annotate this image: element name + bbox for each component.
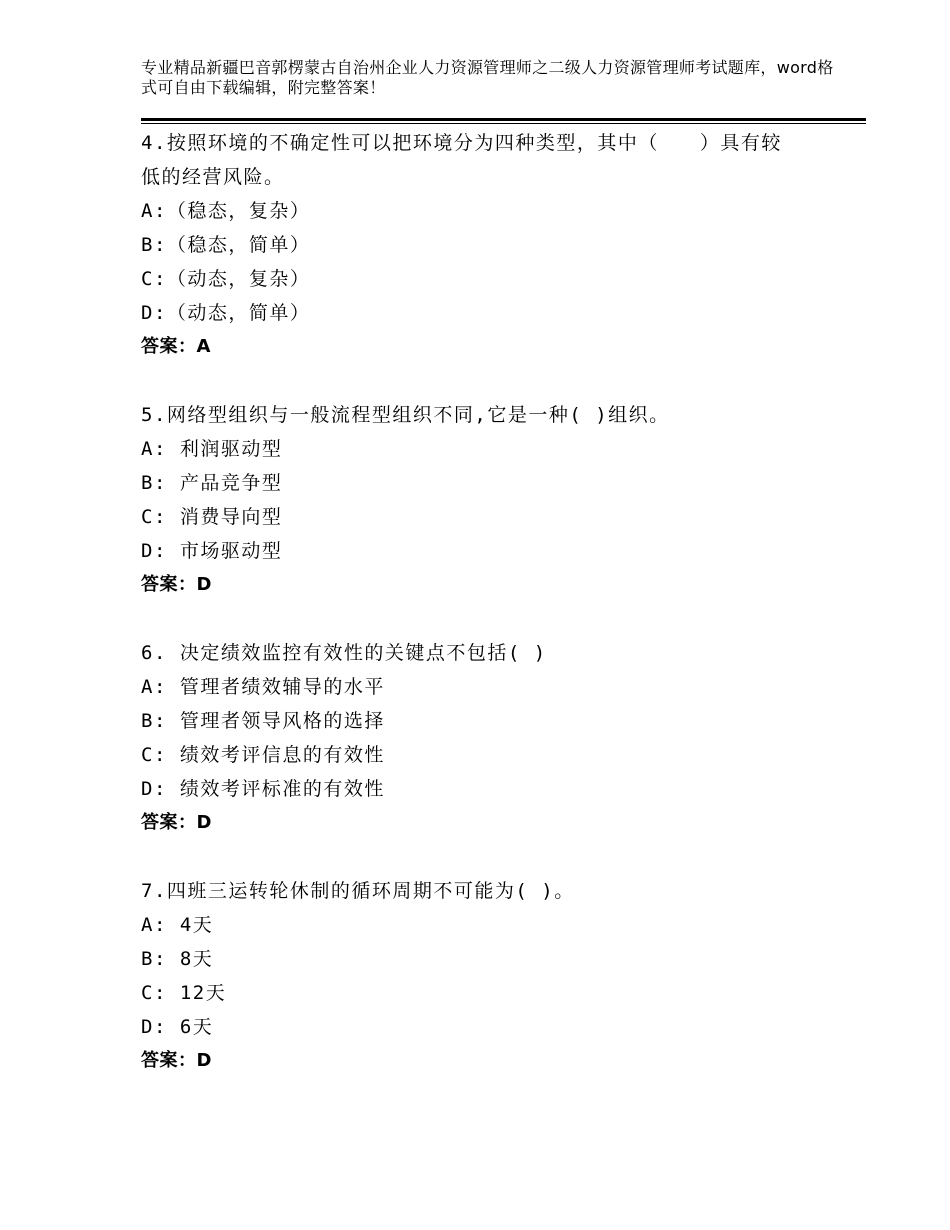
document-header: 专业精品新疆巴音郭楞蒙古自治州企业人力资源管理师之二级人力资源管理师考试题库，word格式可自由下载编辑，附完整答案！ [141,58,834,97]
question-4 [141,126,841,364]
answer-label: 答案：D [141,574,212,595]
option-b: B:（稳态，简单） [141,234,311,256]
option-b: B: 8天 [141,948,214,970]
answer-label: 答案：A [141,336,211,357]
question-spacer [141,364,841,398]
answer-label: 答案：D [141,1050,212,1071]
question-stem: 4.按照环境的不确定性可以把环境分为四种类型，其中（ ）具有较低的经营风险。 [141,132,782,188]
option-c: C: 12天 [141,982,227,1004]
option-c: C: 绩效考评信息的有效性 [141,744,385,766]
option-a: A: 4天 [141,914,214,936]
question-7 [141,874,841,1078]
option-c: C: 消费导向型 [141,506,283,528]
question-stem: 7.四班三运转轮休制的循环周期不可能为( )。 [141,880,575,902]
question-5 [141,398,841,602]
header-rule-thin [141,123,866,124]
option-d: D: 市场驱动型 [141,540,283,562]
option-a: A:（稳态，复杂） [141,200,311,222]
answer-label: 答案：D [141,812,212,833]
option-b: B: 产品竞争型 [141,472,283,494]
header-rule-thick [141,118,866,121]
option-d: D: 6天 [141,1016,214,1038]
question-list [141,126,841,1078]
question-6 [141,636,841,840]
option-c: C:（动态，复杂） [141,268,311,290]
question-stem: 5.网络型组织与一般流程型组织不同,它是一种( )组织。 [141,404,670,426]
option-d: D:（动态，简单） [141,302,311,324]
option-a: A: 管理者绩效辅导的水平 [141,676,385,698]
option-a: A: 利润驱动型 [141,438,283,460]
question-stem: 6. 决定绩效监控有效性的关键点不包括( ) [141,642,547,664]
option-b: B: 管理者领导风格的选择 [141,710,385,732]
question-spacer [141,602,841,636]
question-spacer [141,840,841,874]
option-d: D: 绩效考评标准的有效性 [141,778,385,800]
